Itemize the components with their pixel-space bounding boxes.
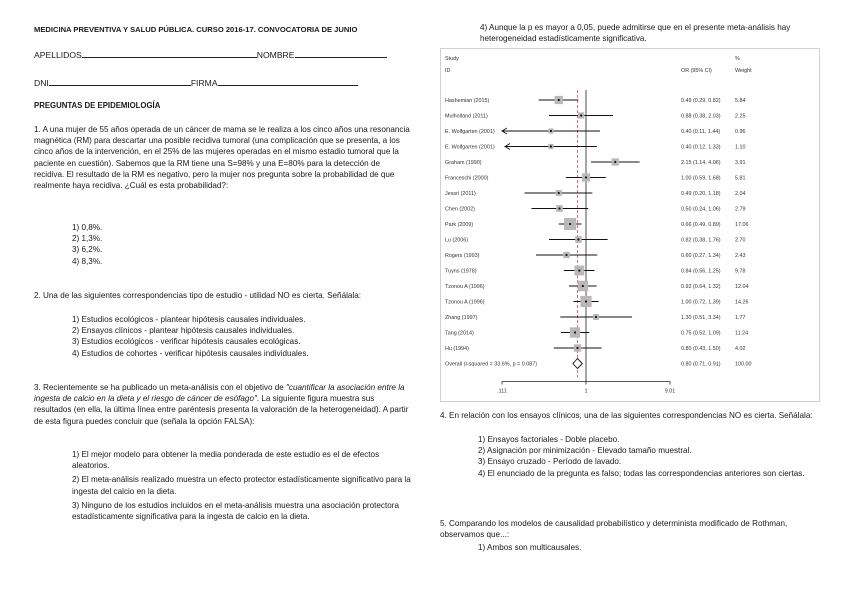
question-1-option-1[interactable]: 1) 0,8%. xyxy=(72,223,103,232)
or-ci-value: 0.80 (0.43, 1.50) xyxy=(681,346,721,352)
dni-label: DNI xyxy=(34,78,49,88)
point-estimate xyxy=(595,316,597,318)
question-4-text: 4. En relación con los ensayos clínicos, una de las siguientes correspondencias NO es cierta. Señálala: xyxy=(440,411,813,420)
or-ci-value: 2.15 (1.14, 4.06) xyxy=(681,160,721,166)
or-ci-value: 0.40 (0.11, 1.44) xyxy=(681,129,721,135)
question-3-option-4[interactable]: 4) Aunque la p es mayor a 0,05, puede admitirse que en el presente meta-análisis hay heterogeneidad estadísticamente significativa. xyxy=(480,23,791,44)
header-pct: % xyxy=(735,56,740,62)
nombre-field[interactable] xyxy=(295,48,387,58)
weight-value: 14.26 xyxy=(735,299,749,306)
point-estimate xyxy=(574,331,576,333)
or-ci-value: 1.00 (0.59, 1.68) xyxy=(681,175,721,182)
or-ci-value: 0.84 (0.56, 1.25) xyxy=(681,268,721,275)
study-label: Hu (1994) xyxy=(445,346,469,352)
weight-value: 5.84 xyxy=(735,98,746,104)
weight-value: 9.78 xyxy=(735,268,746,275)
study-label: Mulholland (2011) xyxy=(445,113,488,120)
question-2-option-3[interactable]: 3) Estudios ecológicos - verificar hipótesis causales ecológicas. xyxy=(72,337,301,347)
point-estimate xyxy=(614,161,616,163)
question-4-options xyxy=(478,434,808,479)
nombre-label: NOMBRE xyxy=(256,50,295,60)
study-label: Franceschi (2000) xyxy=(445,175,489,182)
study-label: Zhang (1997) xyxy=(445,315,478,321)
question-5-text: 5. Comparando los modelos de causalidad probabilístico y determinista modificado de Rothman, observamos que...: xyxy=(440,519,788,540)
weight-value: 12.04 xyxy=(735,284,749,290)
question-4 xyxy=(440,410,818,421)
study-label: Graham (1990) xyxy=(445,160,482,166)
question-3-text-b: . La siguiente figura muestra sus resultados (en ella, la última línea entre paréntesis presenta la valoración de la heterogeneidad). A partir de esta figura puedes concluir que (señala la opción FALSA): xyxy=(34,394,409,426)
point-estimate xyxy=(558,207,560,209)
dni-row xyxy=(34,76,358,88)
or-ci-value: 0.75 (0.52, 1.09) xyxy=(681,330,721,337)
point-estimate xyxy=(585,176,587,178)
question-1 xyxy=(34,124,412,191)
weight-value: 2.04 xyxy=(735,191,746,197)
question-1-option-3[interactable]: 3) 6,2%. xyxy=(72,245,103,255)
point-estimate xyxy=(577,238,579,240)
weight-value: 1.77 xyxy=(735,315,746,321)
question-3-text-a: 3. Recientemente se ha publicado un meta-análisis con el objetivo de xyxy=(34,383,287,392)
weight-value: 2.43 xyxy=(735,253,746,259)
point-estimate xyxy=(578,269,580,271)
question-4-option-4[interactable]: 4) El enunciado de la pregunta es falso; todas las correspondencias anteriores son ciertas. xyxy=(478,468,805,478)
study-label: Chen (2002) xyxy=(445,206,475,213)
or-ci-value: 0.60 (0.27, 1.34) xyxy=(681,253,721,259)
question-2-option-1[interactable]: 1) Estudios ecológicos - plantear hipótesis causales individuales. xyxy=(72,315,306,324)
point-estimate xyxy=(569,223,571,225)
question-2-options xyxy=(72,314,309,359)
or-ci-value: 1.30 (0.51, 3.34) xyxy=(681,315,721,321)
question-2-option-4[interactable]: 4) Estudios de cohortes - verificar hipótesis causales individuales. xyxy=(72,348,309,358)
study-label: Tzonou A (1996) xyxy=(445,299,485,306)
question-1-option-4[interactable]: 4) 8,3%. xyxy=(72,256,103,266)
header-id: ID xyxy=(445,68,451,74)
question-1-text: 1. A una mujer de 55 años operada de un cáncer de mama se le realiza a los cinco años una resonancia magnética (RM) para descartar una posible recidiva tumoral (una complicación que se presenta, a los cinco años de la intervención, en el 25% de las mujeres operadas en el mismo estadio tumoral que la paciente en cuestión). Sabemos que la RM tiene una S=98% y una E=80% para la detección de recidiva. El resultado de la RM es negativo, pero la mujer nos pregunta sobre la probabilidad de que realmente haya recidiva. ¿Cuál es esta probabilidad?: xyxy=(34,125,410,191)
weight-value: 2.25 xyxy=(735,113,746,120)
question-5-option-1[interactable]: 1) Ambos son multicausales. xyxy=(478,543,582,552)
point-estimate xyxy=(550,145,552,147)
point-estimate xyxy=(558,99,560,101)
question-1-option-2[interactable]: 2) 1,3%. xyxy=(72,234,103,244)
point-estimate xyxy=(565,254,567,256)
weight-value: 0.96 xyxy=(735,129,746,135)
overall-or-ci-value: 0.80 (0.71, 0.91) xyxy=(681,361,721,368)
study-label: Park (2009) xyxy=(445,222,474,228)
point-estimate xyxy=(558,192,560,194)
dni-field[interactable] xyxy=(49,76,191,86)
point-estimate xyxy=(576,347,578,349)
question-4-option-2[interactable]: 2) Asignación por minimización - Elevado tamaño muestral. xyxy=(478,446,692,456)
overall-weight-value: 100.00 xyxy=(735,361,752,368)
or-ci-value: 0.49 (0.29, 0.82) xyxy=(681,98,721,104)
question-2-option-2[interactable]: 2) Ensayos clínicos - plantear hipótesis causales individuales. xyxy=(72,326,295,336)
header-or-ci: OR (95% CI) xyxy=(681,68,712,74)
study-label: E. Wolfgarten (2001) xyxy=(445,144,495,151)
study-label: Tuyns (1978) xyxy=(445,268,477,275)
study-label: Tzonou A (1996) xyxy=(445,284,485,290)
or-ci-value: 1.00 (0.72, 1.39) xyxy=(681,299,721,306)
weight-value: 17.06 xyxy=(735,222,749,228)
firma-label: FIRMA xyxy=(190,78,218,88)
study-label: Lu (2006) xyxy=(445,237,469,244)
header-study: Study xyxy=(445,56,459,62)
point-estimate xyxy=(585,300,587,302)
apellidos-field[interactable] xyxy=(82,48,257,58)
or-ci-value: 0.92 (0.64, 1.32) xyxy=(681,284,721,290)
point-estimate xyxy=(550,130,552,132)
plot-frame xyxy=(441,49,820,402)
point-estimate xyxy=(580,114,582,116)
or-ci-value: 0.49 (0.20, 1.18) xyxy=(681,191,721,197)
or-ci-value: 0.82 (0.38, 1.76) xyxy=(681,237,721,244)
firma-field[interactable] xyxy=(218,76,358,86)
question-2-text: 2. Una de las siguientes correspondencias tipo de estudio - utilidad NO es cierta. Señálala: xyxy=(34,291,361,300)
x-tick-label: 9.01 xyxy=(664,388,676,395)
question-3-options xyxy=(72,449,412,522)
study-label: Tang (2014) xyxy=(445,330,474,337)
weight-value: 3.91 xyxy=(735,160,746,166)
weight-value: 5.81 xyxy=(735,175,746,182)
question-3 xyxy=(34,382,412,427)
question-3-option-2[interactable]: 2) El meta-análisis realizado muestra un efecto protector estadísticamente significativo para la ingesta del calcio en la dieta. xyxy=(72,475,411,496)
study-label: E. Wolfgarten (2001) xyxy=(445,129,495,135)
header-weight: Weight xyxy=(735,68,752,74)
section-title: PREGUNTAS DE EPIDEMIOLOGÍA xyxy=(34,101,161,110)
weight-value: 2.70 xyxy=(735,237,746,244)
forest-plot xyxy=(440,48,820,402)
weight-value: 11.24 xyxy=(735,330,749,337)
weight-value: 4.02 xyxy=(735,346,746,352)
x-tick-label: .111 xyxy=(497,388,507,395)
question-1-options xyxy=(72,222,102,267)
overall-label: Overall (I-squared = 33.6%, p = 0.087) xyxy=(445,361,537,368)
question-3-option-1[interactable]: 1) El mejor modelo para obtener la media ponderada de este estudio es el de efectos aleatorios. xyxy=(72,450,380,471)
weight-value: 2.79 xyxy=(735,206,746,213)
x-tick-label: 1 xyxy=(584,388,588,395)
apellidos-row xyxy=(34,48,387,60)
point-estimate xyxy=(582,285,584,287)
study-label: Hashemian (2015) xyxy=(445,98,490,104)
question-2 xyxy=(34,290,412,301)
or-ci-value: 0.50 (0.24, 1.06) xyxy=(681,206,721,213)
course-header: MEDICINA PREVENTIVA Y SALUD PÚBLICA. CURSO 2016-17. CONVOCATORIA DE JUNIO xyxy=(34,25,358,34)
question-3-option-3[interactable]: 3) Ninguno de los estudios incluidos en el meta-análisis muestra una asociación protectora estadísticamente significativa para la ingesta de calcio en la dieta. xyxy=(72,500,399,522)
question-4-option-3[interactable]: 3) Ensayo cruzado - Período de lavado. xyxy=(478,457,622,467)
or-ci-value: 0.66 (0.49, 0.89) xyxy=(681,222,721,228)
apellidos-label: APELLIDOS xyxy=(34,50,82,60)
question-3-text-italic: "cuantificar la asociación entre la ingesta de calcio en la dieta y el riesgo de cáncer de esófago" xyxy=(34,383,405,404)
or-ci-value: 0.88 (0.38, 2.03) xyxy=(681,113,721,120)
question-4-option-1[interactable]: 1) Ensayos factoriales - Doble placebo. xyxy=(478,435,620,444)
study-label: Rogers (1993) xyxy=(445,253,480,259)
question-3-text xyxy=(34,382,412,427)
question-5 xyxy=(440,518,818,540)
or-ci-value: 0.40 (0.12, 1.33) xyxy=(681,144,721,151)
study-label: Jessri (2011) xyxy=(445,191,476,197)
question-5-options xyxy=(478,542,581,553)
weight-value: 1.10 xyxy=(735,144,746,151)
